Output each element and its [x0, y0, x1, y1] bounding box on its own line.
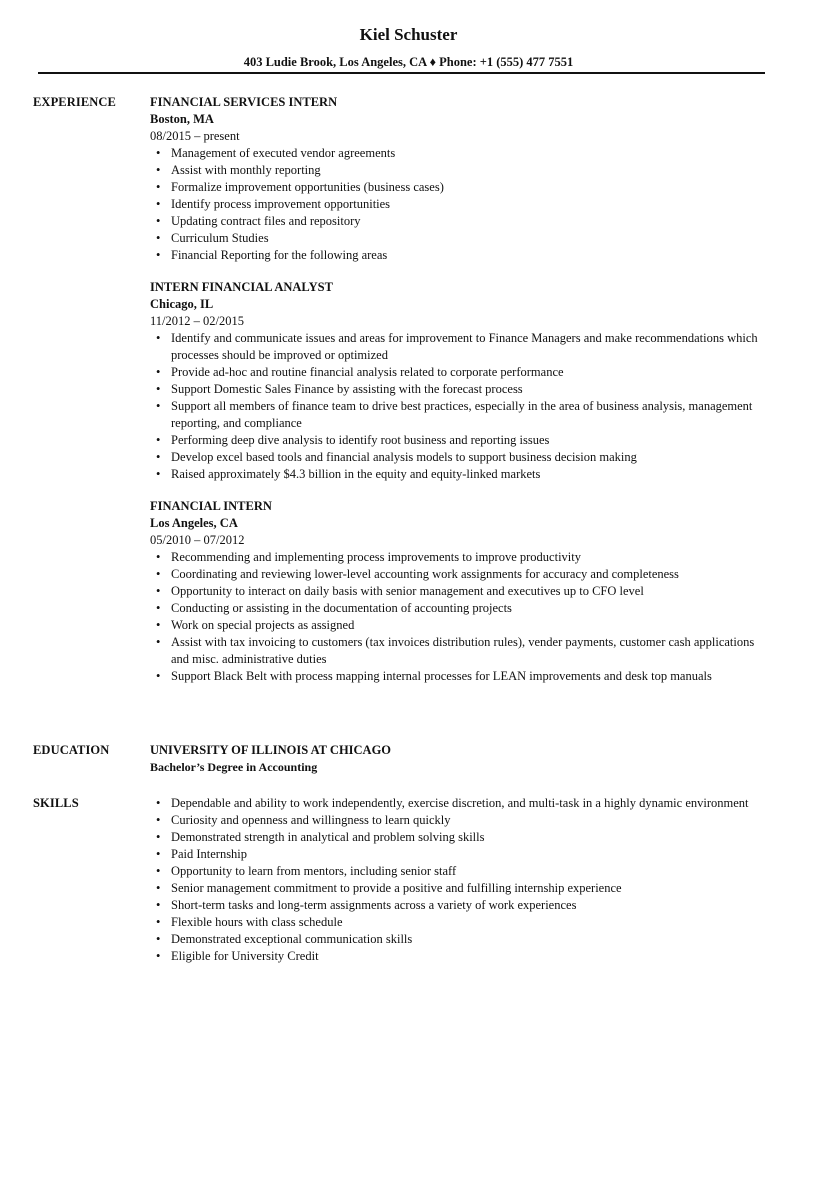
skills-label: SKILLS	[33, 796, 79, 810]
bullet-item: • Identify and communicate issues and areas for improvement to Finance Managers and make recommendations which processes should be improved or optimized	[150, 330, 770, 364]
education-body	[150, 742, 770, 776]
bullet-item: • Support Black Belt with process mapping internal processes for LEAN improvements and desk top manuals	[150, 668, 770, 685]
job-bullets	[150, 549, 770, 685]
experience-label: EXPERIENCE	[33, 95, 116, 109]
bullet-item: • Management of executed vendor agreements	[150, 145, 770, 162]
job-entry	[150, 94, 770, 264]
job-location: Los Angeles, CA	[150, 516, 238, 530]
skill-item: • Paid Internship	[150, 846, 770, 863]
bullet-item: • Updating contract files and repository	[150, 213, 770, 230]
bullet-item: • Provide ad-hoc and routine financial analysis related to corporate performance	[150, 364, 770, 381]
skill-item: • Eligible for University Credit	[150, 948, 770, 965]
job-location: Boston, MA	[150, 112, 214, 126]
bullet-item: • Financial Reporting for the following areas	[150, 247, 770, 264]
skill-item: • Demonstrated strength in analytical and problem solving skills	[150, 829, 770, 846]
job-title: FINANCIAL SERVICES INTERN	[150, 95, 338, 109]
header-divider	[38, 72, 765, 74]
job-bullets	[150, 145, 770, 264]
bullet-item: • Develop excel based tools and financial analysis models to support business decision making	[150, 449, 770, 466]
job-dates: 08/2015 – present	[150, 129, 240, 143]
skill-item: • Dependable and ability to work independently, exercise discretion, and multi-task in a highly dynamic environment	[150, 795, 770, 812]
skill-item: • Demonstrated exceptional communication skills	[150, 931, 770, 948]
skills-list	[150, 795, 770, 965]
bullet-item: • Support all members of finance team to drive best practices, especially in the area of business analysis, management reporting, and compliance	[150, 398, 770, 432]
contact-info: 403 Ludie Brook, Los Angeles, CA ♦ Phone: +1 (555) 477 7551	[243, 55, 574, 69]
job-entry	[150, 498, 770, 685]
bullet-item: • Curriculum Studies	[150, 230, 770, 247]
skill-item: • Flexible hours with class schedule	[150, 914, 770, 931]
job-dates: 11/2012 – 02/2015	[150, 314, 244, 328]
candidate-name: Kiel Schuster	[359, 25, 458, 44]
bullet-item: • Assist with monthly reporting	[150, 162, 770, 179]
job-title: INTERN FINANCIAL ANALYST	[150, 280, 333, 294]
degree: Bachelor’s Degree in Accounting	[150, 760, 318, 774]
job-bullets	[150, 330, 770, 483]
bullet-item: • Performing deep dive analysis to identify root business and reporting issues	[150, 432, 770, 449]
bullet-item: • Support Domestic Sales Finance by assisting with the forecast process	[150, 381, 770, 398]
skill-item: • Curiosity and openness and willingness to learn quickly	[150, 812, 770, 829]
bullet-item: • Assist with tax invoicing to customers (tax invoices distribution rules), vender payments, customer cash applications and misc. administrative duties	[150, 634, 770, 668]
bullet-item: • Identify process improvement opportunities	[150, 196, 770, 213]
bullet-item: • Coordinating and reviewing lower-level accounting work assignments for accuracy and completeness	[150, 566, 770, 583]
bullet-item: • Formalize improvement opportunities (business cases)	[150, 179, 770, 196]
bullet-item: • Conducting or assisting in the documentation of accounting projects	[150, 600, 770, 617]
bullet-item: • Work on special projects as assigned	[150, 617, 770, 634]
school-name: UNIVERSITY OF ILLINOIS AT CHICAGO	[150, 743, 392, 757]
bullet-item: • Recommending and implementing process improvements to improve productivity	[150, 549, 770, 566]
bullet-item: • Opportunity to interact on daily basis with senior management and executives up to CFO level	[150, 583, 770, 600]
skill-item: • Senior management commitment to provide a positive and fulfilling internship experience	[150, 880, 770, 897]
job-entry	[150, 279, 770, 483]
bullet-item: • Raised approximately $4.3 billion in the equity and equity-linked markets	[150, 466, 770, 483]
job-location: Chicago, IL	[150, 297, 214, 311]
education-label: EDUCATION	[33, 743, 110, 757]
job-dates: 05/2010 – 07/2012	[150, 533, 245, 547]
job-title: FINANCIAL INTERN	[150, 499, 272, 513]
skills-body	[150, 795, 770, 965]
experience-body	[150, 94, 770, 700]
skill-item: • Opportunity to learn from mentors, including senior staff	[150, 863, 770, 880]
skill-item: • Short-term tasks and long-term assignments across a variety of work experiences	[150, 897, 770, 914]
